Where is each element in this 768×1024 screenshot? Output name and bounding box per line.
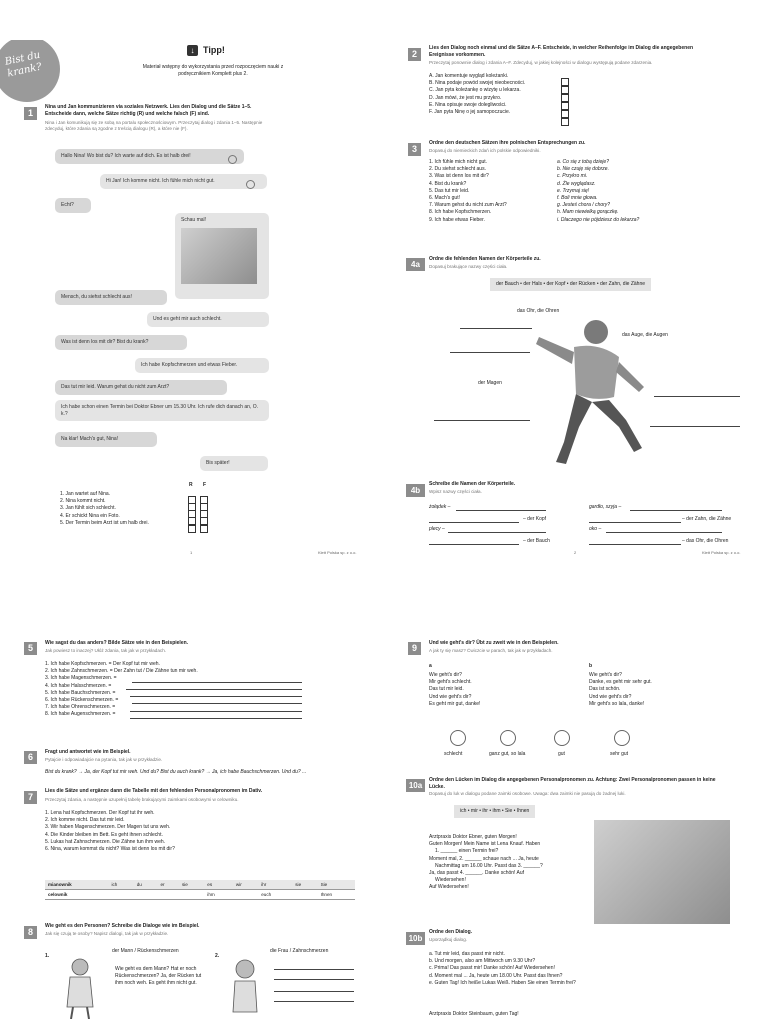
example-dialog: Wie geht es dem Mann? Hat er noch Rückenschmerzen? Ja, der Rücken tut ihm noch weh. Es geht ihm nicht gut. bbox=[115, 966, 202, 986]
answer-line[interactable] bbox=[130, 696, 302, 697]
exercise-subtitle: Wpisz nazwy części ciała. bbox=[429, 489, 482, 494]
german-sentence: 6. Mach's gut! bbox=[429, 195, 460, 202]
chat-message: Bis später! bbox=[200, 456, 268, 471]
dialog-line: Das tut mir leid. bbox=[429, 686, 464, 693]
statement: 1. Jan wartet auf Nina. bbox=[60, 491, 111, 497]
answer-line[interactable] bbox=[429, 544, 519, 545]
sad-face-icon bbox=[228, 151, 237, 169]
answer-line[interactable] bbox=[132, 682, 302, 683]
polish-sentences bbox=[557, 159, 639, 224]
exercise-number: 1 bbox=[24, 107, 37, 120]
chat-message: Hi Jan! Ich komme nicht. Ich fühle mich nicht gut. bbox=[100, 174, 267, 189]
chat-message: Das tut mir leid. Warum gehst du nicht zum Arzt? bbox=[55, 380, 227, 395]
page-2 bbox=[384, 40, 768, 570]
happy-face-icon bbox=[614, 730, 630, 746]
table-cell: Sie bbox=[318, 880, 355, 890]
table-cell[interactable] bbox=[292, 890, 317, 900]
exercise-subtitle: Uporządkuj dialog. bbox=[429, 937, 468, 942]
sentence-item: 2. Ich komme nicht. Das tut mir leid. bbox=[45, 817, 125, 824]
answer-line[interactable] bbox=[460, 328, 532, 329]
publisher: Klett Polska sp. z o.o. bbox=[318, 550, 357, 555]
translation-prompt: oko – bbox=[589, 526, 602, 532]
dialog-line: Mir geht's schlecht. bbox=[429, 679, 472, 686]
exercise-title: Nina und Jan kommunizieren via soziales Netzwerk. Lies den Dialog und die Sätze 1–5. Entscheide dann, welche Sätze richtig (R) und welche falsch (F) sind. bbox=[45, 104, 252, 117]
tipp-title: Tipp! bbox=[203, 45, 225, 55]
item-number: 2. bbox=[215, 953, 220, 959]
dialog-start: Arztpraxis Doktor Steinbaum, guten Tag! bbox=[429, 1011, 519, 1017]
sick-girl-photo bbox=[181, 228, 257, 284]
rf-header-f: F bbox=[203, 482, 207, 488]
polish-sentence: i. Dlaczego nie pójdziesz do lekarza? bbox=[557, 216, 640, 223]
table-cell: sie bbox=[179, 880, 204, 890]
woman-toothache-illustration bbox=[225, 957, 265, 1019]
sentence-item: 1. Lena hat Kopfschmerzen. Der Kopf tut ihr weh. bbox=[45, 810, 155, 816]
dialog-item: a. Tut mir leid, das passt mir nicht. bbox=[429, 951, 505, 957]
table-cell: er bbox=[157, 880, 179, 890]
dialog-line: Wiedersehen! bbox=[435, 877, 466, 884]
table-cell: ihm bbox=[204, 890, 233, 900]
exercise-title: Lies den Dialog noch einmal und die Sätze A–F. Entscheide, in welcher Reihenfolge im Dialog die angegebenen Ereignisse vorkommen. bbox=[429, 45, 694, 58]
polish-sentence: h. Mam niewielką gorączkę. bbox=[557, 209, 619, 216]
table-cell[interactable] bbox=[134, 890, 158, 900]
dialog-item: b. Und morgen, also am Mittwoch um 9.30 Uhr? bbox=[429, 958, 536, 965]
answer-line[interactable] bbox=[274, 979, 354, 980]
dialog-items bbox=[429, 951, 576, 987]
exercise-number: 2 bbox=[408, 48, 421, 61]
answer-line[interactable] bbox=[274, 1001, 354, 1002]
german-sentence: 1. Ich fühle mich nicht gut. bbox=[429, 159, 488, 165]
checkbox-column bbox=[188, 491, 218, 527]
dialog-line: Ja, das passt 4. ______. Danke schön! Auf bbox=[429, 870, 525, 877]
sentence-item: 1. Ich habe Kopfschmerzen. = Der Kopf tut mir weh. bbox=[45, 661, 160, 667]
checkbox[interactable] bbox=[200, 525, 208, 533]
statement: 3. Jan fühlt sich schlecht. bbox=[60, 505, 116, 512]
translation-prompt: żołądek – bbox=[429, 504, 451, 510]
dialog-line: Wie geht's dir? bbox=[429, 672, 462, 678]
german-sentence: 8. Ich habe Kopfschmerzen. bbox=[429, 209, 492, 216]
dialog-line: Moment mal, 2. ______ schaue nach ... Ja, heute bbox=[429, 855, 539, 862]
table-cell[interactable] bbox=[157, 890, 179, 900]
answer-line[interactable] bbox=[429, 522, 519, 523]
mood-label: gut bbox=[558, 751, 565, 757]
chat-message: Mensch, du siehst schlecht aus! bbox=[55, 290, 167, 305]
answer-line[interactable] bbox=[606, 532, 722, 533]
table-row bbox=[45, 890, 355, 900]
prompt-label: der Mann / Rückenschmerzen bbox=[112, 948, 179, 954]
exercise-number: 10a bbox=[406, 779, 425, 792]
exercise-title: Wie sagst du das anders? Bilde Sätze wie in den Beispielen. bbox=[45, 640, 189, 646]
answer-line[interactable] bbox=[450, 352, 530, 353]
dialog-item: d. Moment mal ... Ja, heute um 18.00 Uhr. Passt das Ihnen? bbox=[429, 972, 563, 979]
exercise-number: 5 bbox=[24, 642, 37, 655]
polish-sentence: d. Źle wyglądasz. bbox=[557, 180, 596, 187]
exercise-subtitle: Jak powiesz to inaczej? Ułóż zdania, tak jak w przykładach. bbox=[45, 648, 167, 653]
table-cell: ich bbox=[108, 880, 133, 890]
rf-header-r: R bbox=[189, 482, 193, 488]
answer-line[interactable] bbox=[448, 532, 546, 533]
chat-message: Schau mal! bbox=[175, 213, 269, 299]
exercise-title: Lies die Sätze und ergänze dann die Tabelle mit den fehlenden Personalpronomen im Dativ. bbox=[45, 788, 263, 794]
dialog-a bbox=[429, 672, 480, 708]
sentence-item: 5. Lukas hat Zahnschmerzen. Die Zähne tun ihm weh. bbox=[45, 838, 166, 845]
mood-label: sehr gut bbox=[610, 751, 629, 757]
publisher: Klett Polska sp. z o.o. bbox=[702, 550, 741, 555]
exercise-title: Ordne die fehlenden Namen der Körperteile zu. bbox=[429, 256, 541, 262]
translation-prompt: – der Zahn, die Zähne bbox=[682, 516, 732, 522]
dialog-item: e. Guten Tag! Ich heiße Lukas Weiß. Haben Sie einen Termin frei? bbox=[429, 979, 576, 986]
pronoun-table bbox=[45, 880, 355, 900]
tipp-text: Materiał wstępny do wykorzystania przed rozpoczęciem nauki z podręcznikiem Komplett plus 2. bbox=[142, 64, 284, 77]
table-cell: ihr bbox=[258, 880, 292, 890]
event-item: D. Jan mówi, że jest mu przykro. bbox=[429, 94, 502, 101]
word-bank: der Bauch • der Hals • der Kopf • der Rücken • der Zahn, die Zähne bbox=[490, 278, 651, 291]
sentence-item: 4. Die Kinder bleiben im Bett. Es geht ihnen schlecht. bbox=[45, 831, 163, 838]
exercise-number: 9 bbox=[408, 642, 421, 655]
exercise-number: 6 bbox=[24, 751, 37, 764]
exercise-title: Schreibe die Namen der Körperteile. bbox=[429, 481, 516, 487]
table-row bbox=[45, 880, 355, 890]
statement: 5. Der Termin beim Arzt ist um halb drei. bbox=[60, 519, 149, 526]
table-cell[interactable] bbox=[233, 890, 258, 900]
exercise-subtitle: Jak się czują te osoby? Napisz dialogi, tak jak w przykładzie. bbox=[45, 931, 169, 936]
sentence-item: 2. Ich habe Zahnschmerzen. = Der Zahn tut / Die Zähne tun mir weh. bbox=[45, 668, 198, 675]
german-sentences bbox=[429, 159, 507, 224]
table-cell: euch bbox=[258, 890, 292, 900]
jumping-woman-photo bbox=[524, 302, 649, 470]
chat-message: Ich habe schon einen Termin bei Doktor Ebner um 15.30 Uhr. Ich rufe dich danach an, O. k.? bbox=[55, 400, 269, 421]
translation-prompt: – der Kopf bbox=[523, 516, 547, 522]
chat-message: Hallo Nina! Wo bist du? Ich warte auf dich. Es ist halb drei! bbox=[55, 149, 244, 164]
order-box[interactable] bbox=[561, 118, 569, 126]
event-item: F. Jan pyta Ninę o jej samopoczucie. bbox=[429, 109, 511, 116]
dialog-line: Wie geht's dir? bbox=[589, 672, 622, 678]
topic-badge-text: Bist du krank? bbox=[4, 49, 43, 80]
body-label: der Magen bbox=[478, 380, 502, 386]
translation-prompt: gardło, szyja – bbox=[589, 504, 622, 510]
mood-label: schlecht bbox=[444, 751, 463, 757]
polish-sentence: a. Co się z tobą dzieje? bbox=[557, 159, 609, 165]
sentence-item: 3. Ich habe Magenschmerzen. = bbox=[45, 675, 117, 682]
answer-line[interactable] bbox=[630, 510, 722, 511]
answer-line[interactable] bbox=[126, 689, 302, 690]
dialog-line: Guten Morgen! Mein Name ist Lena Knauf. Haben bbox=[429, 841, 541, 848]
exercise-title: Ordne den deutschen Sätzen ihre polnischen Entsprechungen zu. bbox=[429, 140, 586, 146]
answer-line[interactable] bbox=[589, 522, 681, 523]
answer-line[interactable] bbox=[434, 420, 530, 421]
exercise-title: Und wie geht's dir? Übt zu zweit wie in den Beispielen. bbox=[429, 640, 559, 646]
german-sentence: 2. Du siehst schlecht aus. bbox=[429, 166, 486, 173]
prompt-label: die Frau / Zahnschmerzen bbox=[270, 948, 329, 954]
smiling-face-icon bbox=[554, 730, 570, 746]
polish-sentence: c. Przykro mi. bbox=[557, 173, 588, 180]
event-item: B. Nina podaje powód swojej nieobecności. bbox=[429, 80, 526, 87]
page-1 bbox=[0, 40, 384, 570]
sentence-item: 3. Wir haben Magenschmerzen. Der Magen tut uns weh. bbox=[45, 824, 171, 831]
exercise-title: Ordne den Lücken im Dialog die angegebenen Personalpronomen zu. Achtung: Zwei Personalpronomen passen in keine Lücke. bbox=[429, 777, 716, 790]
phone-dialog bbox=[429, 834, 543, 892]
page-number: 1 bbox=[190, 550, 193, 555]
sad-face-icon bbox=[450, 730, 466, 746]
table-cell: du bbox=[134, 880, 158, 890]
doctor-on-phone-photo bbox=[594, 820, 730, 924]
chat-message: Und es geht mir auch schlecht. bbox=[147, 312, 269, 327]
polish-sentence: e. Trzymaj się! bbox=[557, 187, 590, 194]
chat-message: Ich habe Kopfschmerzen und etwas Fieber. bbox=[135, 358, 269, 373]
exercise-subtitle: Nina i Jan komunikują się ze sobą na portalu społecznościowym. Przeczytaj dialog i zdania 1–5. Następnie zdecyduj, które zdania są zgodne z treścią dialogu (R), a które nie (F). bbox=[45, 120, 263, 131]
column-label: b bbox=[589, 663, 593, 669]
dialog-line: Das ist schön. bbox=[589, 686, 621, 693]
exercise-subtitle: A jak ty się masz? Ćwiczcie w parach, tak jak w przykładach. bbox=[429, 648, 553, 653]
page-3 bbox=[0, 635, 384, 1024]
translation-prompt: – der Bauch bbox=[523, 538, 550, 544]
table-cell: celownik bbox=[45, 890, 108, 900]
answer-line[interactable] bbox=[654, 396, 740, 397]
table-cell: Ihnen bbox=[318, 890, 355, 900]
dialog-line: Arztpraxis Doktor Ebner, guten Morgen! bbox=[429, 834, 517, 840]
event-item: E. Nina opisuje swoje dolegliwości. bbox=[429, 101, 507, 108]
tipp-icon: ↓ bbox=[187, 45, 198, 56]
exercise-number: 7 bbox=[24, 791, 37, 804]
page-4 bbox=[384, 635, 768, 1024]
table-cell: wir bbox=[233, 880, 258, 890]
statement: 2. Nina kommt nicht. bbox=[60, 498, 106, 505]
exercise-subtitle: Przeczytaj ponownie dialog i zdania A–F. Zdecyduj, w jakiej kolejności w dialogu występują podane zdarzenia. bbox=[429, 60, 653, 65]
item-number: 1. bbox=[45, 953, 50, 959]
dialog-line: 1. ______ einen Termin frei? bbox=[435, 848, 499, 855]
exercise-number: 10b bbox=[406, 932, 425, 945]
order-boxes bbox=[561, 73, 569, 121]
german-sentence: 4. Bist du krank? bbox=[429, 180, 467, 187]
answer-line[interactable] bbox=[274, 969, 354, 970]
sentence-item: 4. Ich habe Halsschmerzen. = bbox=[45, 682, 112, 689]
column-label: a bbox=[429, 663, 432, 669]
checkbox[interactable] bbox=[188, 525, 196, 533]
sentence-item: 8. Ich habe Augenschmerzen. = bbox=[45, 711, 116, 718]
page-number: 2 bbox=[574, 550, 577, 555]
polish-sentence: f. Boli mnie głowa. bbox=[557, 195, 598, 202]
table-cell: sie bbox=[292, 880, 317, 890]
exercise-number: 8 bbox=[24, 926, 37, 939]
german-sentence: 3. Was ist denn los mit dir? bbox=[429, 173, 489, 180]
dialog-b bbox=[589, 672, 652, 708]
chat-message: Na klar! Mach's gut, Nina! bbox=[55, 432, 157, 447]
exercise-title: Ordne den Dialog. bbox=[429, 929, 473, 935]
sentence-item: 6. Ich habe Rückenschmerzen. = bbox=[45, 697, 119, 704]
german-sentence: 5. Das tut mir leid. bbox=[429, 187, 470, 194]
answer-line[interactable] bbox=[274, 991, 354, 992]
man-back-pain-illustration bbox=[55, 957, 105, 1019]
statement-list bbox=[60, 491, 149, 527]
polish-sentence: b. Nie czuję się dobrze. bbox=[557, 166, 609, 173]
exercise-subtitle: Dopasuj brakujące nazwy części ciała. bbox=[429, 264, 508, 269]
answer-line[interactable] bbox=[130, 718, 302, 719]
answer-line[interactable] bbox=[130, 711, 302, 712]
table-cell: es bbox=[204, 880, 233, 890]
exercise-subtitle: Dopasuj do luk w dialogu podane zaimki osobowe. Uwaga: dwa zaimki nie pasują do żadnej luki. bbox=[429, 791, 626, 796]
answer-line[interactable] bbox=[589, 544, 681, 545]
translation-prompt: plecy – bbox=[429, 526, 445, 532]
table-cell[interactable] bbox=[108, 890, 133, 900]
answer-line[interactable] bbox=[132, 703, 302, 704]
event-item: C. Jan pyta koleżankę o wizytę u lekarza. bbox=[429, 87, 521, 94]
example-dialog: Bist du krank? → Ja, der Kopf tut mir weh. Und du? Bist du auch krank? → Ja, ich habe Bauchschmerzen. Und du? ... bbox=[45, 769, 307, 775]
exercise-number: 3 bbox=[408, 143, 421, 156]
chat-message: Was ist denn los mit dir? Bist du krank? bbox=[55, 335, 187, 350]
dialog-line: Mir geht's so lala, danke! bbox=[589, 700, 645, 707]
dialog-line: Nachmittag um 16.00 Uhr. Passt das 3. ______? bbox=[435, 862, 543, 869]
statement: 4. Er schickt Nina ein Foto. bbox=[60, 512, 120, 519]
mood-label: ganz gut, so lala bbox=[489, 751, 526, 757]
answer-line[interactable] bbox=[650, 426, 740, 427]
german-sentence: 7. Warum gehst du nicht zum Arzt? bbox=[429, 202, 507, 209]
answer-line[interactable] bbox=[456, 510, 546, 511]
word-bank: ich • mir • ihr • ihm • Sie • Ihnen bbox=[454, 805, 535, 818]
exercise-title: Wie geht es den Personen? Schreibe die Dialoge wie im Beispiel. bbox=[45, 923, 200, 929]
sentence-item: 6. Nina, warum kommst du nicht? Was ist denn los mit dir? bbox=[45, 846, 175, 853]
exercise-subtitle: Pytajcie i odpowiadajcie na pytania, tak jak w przykładzie. bbox=[45, 757, 163, 762]
sentence-list bbox=[45, 810, 175, 853]
dialog-line: Und wie geht's dir? bbox=[589, 693, 632, 700]
german-sentence: 9. Ich habe etwas Fieber. bbox=[429, 216, 485, 223]
dialog-line: Es geht mir gut, danke! bbox=[429, 700, 481, 707]
neutral-face-icon bbox=[500, 730, 516, 746]
dialog-line: Auf Wiedersehen! bbox=[429, 884, 469, 891]
body-label: das Auge, die Augen bbox=[622, 332, 668, 338]
exercise-subtitle: Przeczytaj zdania, a następnie uzupełnij tabelę brakującymi zaimkami osobowymi w celowniku. bbox=[45, 797, 239, 802]
table-cell: mianownik bbox=[45, 880, 108, 890]
body-label: das Ohr, die Ohren bbox=[517, 308, 560, 314]
chat-message: Echt? bbox=[55, 198, 91, 213]
translation-prompt: – das Ohr, die Ohren bbox=[682, 538, 729, 544]
event-item: A. Jan komentuje wygląd koleżanki. bbox=[429, 73, 509, 79]
sentence-item: 5. Ich habe Bauchschmerzen. = bbox=[45, 689, 116, 696]
sentence-item: 7. Ich habe Ohrenschmerzen. = bbox=[45, 704, 116, 711]
sad-face-icon bbox=[246, 176, 255, 194]
exercise-subtitle: Dopasuj do niemieckich zdań ich polskie odpowiedniki. bbox=[429, 148, 541, 153]
polish-sentence: g. Jesteś chora / chory? bbox=[557, 202, 611, 209]
exercise-number: 4b bbox=[406, 484, 425, 497]
dialog-line: Danke, es geht mir sehr gut. bbox=[589, 679, 652, 686]
exercise-title: Fragt und antwortet wie im Beispiel. bbox=[45, 749, 131, 755]
dialog-line: Und wie geht's dir? bbox=[429, 693, 472, 700]
dialog-item: c. Prima! Das passt mir! Danke schön! Auf Wiedersehen! bbox=[429, 965, 555, 972]
table-cell[interactable] bbox=[179, 890, 204, 900]
exercise-number: 4a bbox=[406, 258, 425, 271]
event-list bbox=[429, 73, 569, 116]
